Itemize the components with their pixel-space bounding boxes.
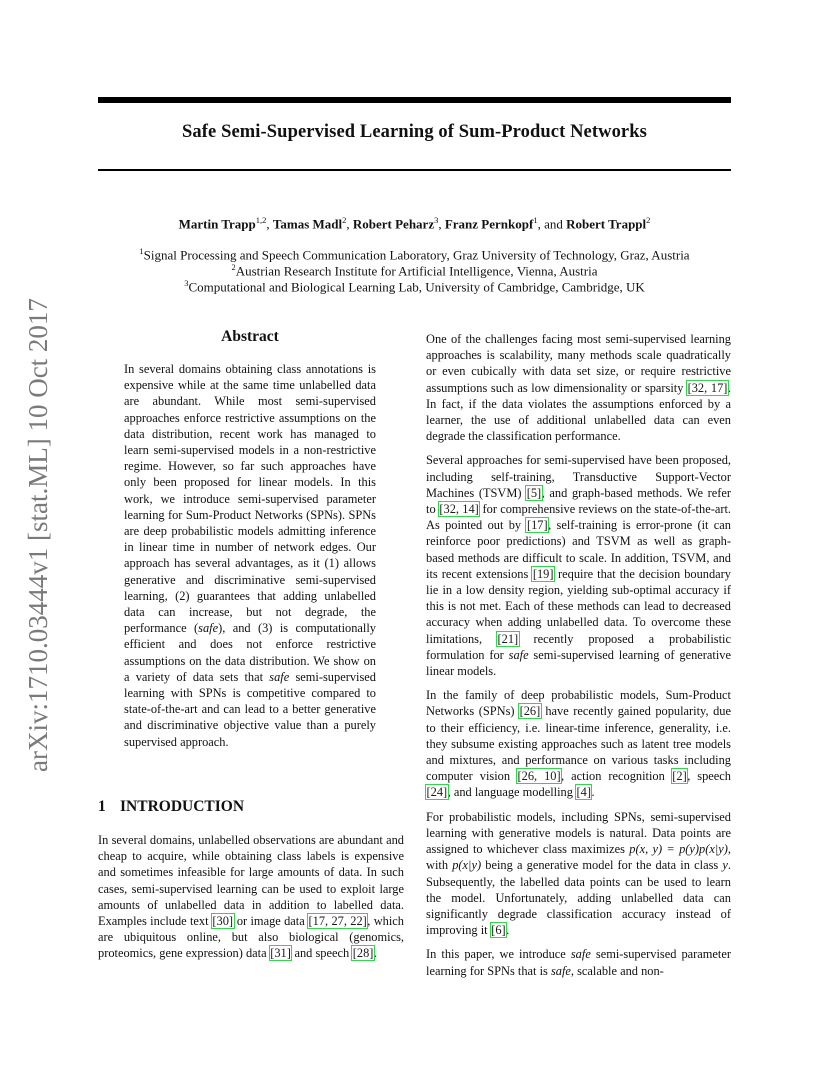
affiliation [98, 278, 731, 295]
citation-link[interactable]: [19] [532, 566, 554, 581]
paragraph [426, 687, 731, 800]
abstract-text: In several domains obtaining class annotations is expensive while at the same time unlabelled data are abundant. While most semi-supervised approaches enforce restrictive assumptions on the data distribution, recent work has managed to learn semi-supervised models in a non-restrictive regime. However, so far such approaches have only been proposed for linear models. In this work, we introduce semi-supervised parameter learning for Sum-Product Networks (SPNs). SPNs are deep probabilistic models admitting inference in linear time in number of network edges. Our approach has several advantages, as it (1) allows generative and discriminative semi-supervised learning, (2) guarantees that adding unlabelled data can increase, but not degrade, the performance ( [124, 362, 376, 636]
body-text: semi-supervised learning of generative linear models. [426, 647, 731, 679]
citation-link[interactable]: [17, 27, 22] [308, 914, 367, 929]
body-text: . [591, 785, 595, 800]
citation-link[interactable]: [4] [576, 785, 591, 800]
author-name: Robert Peharz [352, 216, 435, 232]
arxiv-identifier: arXiv:1710.03444v1 [stat.ML] 10 Oct 2017 [23, 298, 53, 772]
math-expression: p(x, y) = p(y)p(x|y) [629, 842, 728, 857]
abstract-heading: Abstract [221, 328, 279, 345]
body-text: . [506, 923, 510, 938]
body-text: In several domains, unlabelled observations are abundant and cheap to acquire, while obtaining class labels is expensive and sometimes infeasible for large amounts of data. In such cases, semi-supervised learning can be used to exploit large amounts of unlabelled data in addition to labelled data. Examples include text [98, 833, 404, 929]
top-rule [98, 97, 731, 103]
body-text: , and graph-based methods. We refer to [426, 485, 732, 517]
body-text: . Subsequently, the labelled data points can be used to learn the model. Unfortunately, adding unlabelled data can significantly degrade classification accuracy instead of improving it [426, 858, 731, 938]
citation-link[interactable]: [2] [672, 769, 687, 784]
introduction-body [98, 832, 404, 962]
body-text: , with [426, 842, 732, 873]
citation-link[interactable]: [30] [212, 914, 234, 929]
citation-link[interactable]: [31] [270, 946, 291, 961]
body-text: , self-training is error-prone (it can reinforce poor predictions) and TSVM as well as graph-based methods are difficult to scale. In addition, TSVM, and its recent extensions [426, 518, 731, 581]
abstract-text: ), and (3) is computationally efficient and does not enforce restrictive assumptions on the data distribution. We show on a variety of data sets that [124, 621, 376, 684]
author-affil-mark: 2 [646, 215, 651, 225]
body-text: , which are ubiquitous online, but also biological (genomics, proteomics, gene expression) data [98, 914, 404, 961]
paper-title: Safe Semi-Supervised Learning of Sum-Product Networks [182, 122, 647, 142]
affiliation-mark: 3 [184, 278, 189, 288]
body-text: In this paper, we introduce [426, 947, 571, 962]
citation-link[interactable]: [17] [526, 518, 548, 533]
abstract-body [124, 361, 376, 750]
affiliation-text: Signal Processing and Speech Communication Laboratory, Graz University of Technology, Graz, Austria [143, 247, 690, 263]
body-text: semi-supervised parameter learning for SPNs that is [426, 947, 731, 978]
author-conjunction: , and [537, 216, 567, 232]
abstract-text: semi-supervised learning with SPNs is competitive compared to state-of-the-art and can lead to a better generative and discriminative objective value than a purely supervised approach. [124, 669, 376, 749]
affiliation-text: Austrian Research Institute for Artificial Intelligence, Vienna, Austria [235, 263, 598, 279]
section-title: INTRODUCTION [120, 798, 245, 815]
emphasis: safe [550, 963, 571, 978]
right-column [426, 331, 731, 987]
citation-link[interactable]: [32, 17] [687, 380, 728, 395]
body-text: For probabilistic models, including SPNs, semi-supervised learning with generative models is natural. Data points are assigned to whichever class maximizes [426, 809, 731, 857]
body-text: , scalable and non- [570, 963, 664, 978]
body-text: Several approaches for semi-supervised have been proposed, including self-training, Transductive Support-Vector Machines (TSVM) [426, 453, 731, 500]
affiliation-mark: 1 [139, 246, 144, 256]
author-affil-mark: 1 [533, 215, 538, 225]
body-text: for comprehensive reviews on the state-of-the-art. As pointed out by [426, 502, 731, 533]
affiliation-mark: 2 [231, 262, 236, 272]
citation-link[interactable]: [26] [519, 704, 541, 719]
author-affil-mark: 3 [434, 215, 439, 225]
body-text: In the family of deep probabilistic models, Sum-Product Networks (SPNs) [426, 688, 731, 719]
citation-link[interactable]: [28] [352, 946, 374, 961]
body-text: being a generative model for the data in class [481, 858, 723, 873]
body-text: and speech [291, 946, 353, 961]
citation-link[interactable]: [5] [526, 485, 542, 500]
body-text: recently proposed a probabilistic formulation for [426, 631, 731, 662]
citation-link[interactable]: [24] [426, 785, 448, 800]
body-text: , speech [687, 769, 731, 784]
body-text: , action recognition [561, 769, 672, 784]
paragraph [426, 946, 731, 978]
body-text: or image data [233, 914, 309, 929]
body-text: require that the decision boundary lie in a low density region, yielding sub-optimal accuracy if this is not met. Each of these methods can lead to decreased accuracy when adding unlabelled data. To overcome these limitations, [426, 566, 731, 646]
title-rule [98, 169, 731, 171]
body-text: . [373, 946, 378, 961]
body-text: have recently gained popularity, due to their efficiency, i.e. linear-time inference, generality, i.e. they subsume existing approaches such as latent tree models and mixtures, and performance on various tasks including computer vision [426, 704, 731, 784]
body-text: One of the challenges facing most semi-supervised learning approaches is scalability, many methods scale quadratically or even cubically with data set size, or require restrictive assumptions such as low dimensionality or sparsity [426, 332, 731, 395]
affiliation [98, 246, 731, 263]
paragraph [426, 452, 731, 679]
body-text: , and language modelling [447, 785, 577, 800]
section-heading [98, 798, 398, 816]
citation-link[interactable]: [21] [497, 631, 519, 646]
affiliation [98, 262, 731, 279]
affiliation-text: Computational and Biological Learning Lab, University of Cambridge, Cambridge, UK [188, 279, 645, 295]
emphasis: safe [570, 947, 591, 962]
author-name: Robert Trappl [566, 216, 647, 232]
emphasis: safe [198, 621, 219, 636]
author-affil-mark: 2 [342, 215, 347, 225]
author-list: Martin Trapp$^{1,2}$, Tamas Madl$^2$, Robert Peharz$^3$, Franz Pernkopf$^1$, and Robert Trappl$^2$ [178, 215, 651, 232]
citation-link[interactable]: [6] [491, 923, 506, 938]
citation-link[interactable]: [32, 14] [439, 502, 479, 517]
author-name: Franz Pernkopf [444, 216, 534, 232]
math-expression: y [722, 858, 728, 873]
author-name: Martin Trapp [178, 216, 256, 232]
emphasis: safe [269, 669, 290, 684]
paragraph [426, 809, 731, 939]
author-name: Tamas Madl [272, 216, 343, 232]
author-affil-mark: 1,2 [255, 215, 267, 225]
paragraph [426, 331, 731, 444]
section-number: 1 [98, 798, 106, 815]
citation-link[interactable]: [26, 10] [517, 769, 561, 784]
math-expression: p(x|y) [452, 858, 482, 873]
emphasis: safe [508, 647, 529, 662]
body-text: . In fact, if the data violates the assumptions enforced by a learner, the use of additional unlabelled data can even degrade the classification performance. [426, 380, 732, 444]
